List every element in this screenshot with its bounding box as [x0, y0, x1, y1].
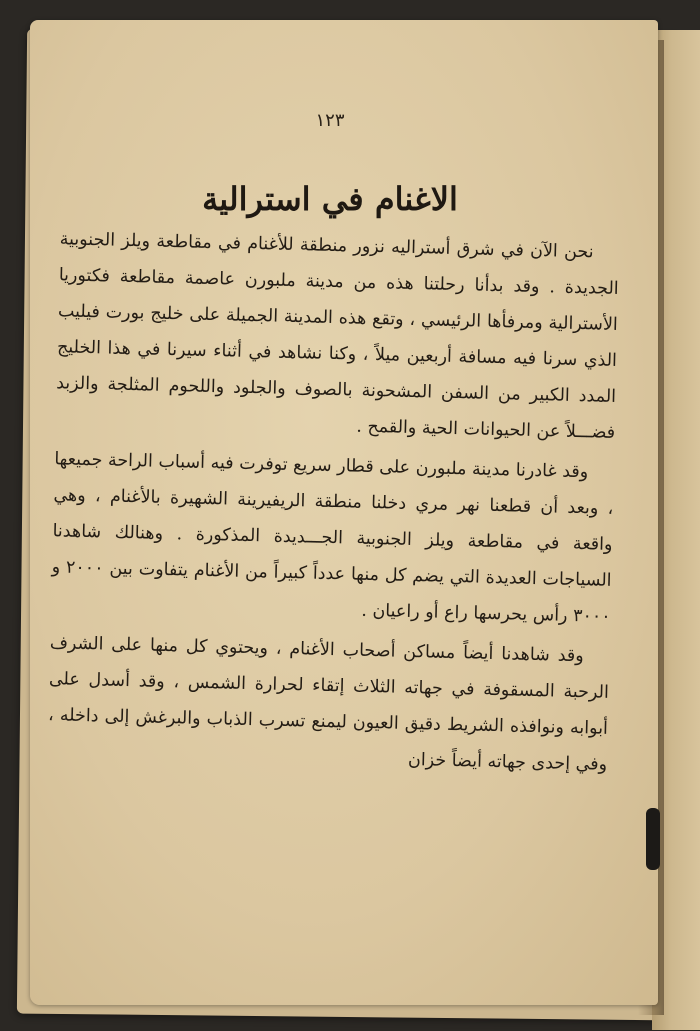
- book-page: [30, 20, 658, 1005]
- paragraph-1: نحن الآن في شرق أستراليه نزور منطقة للأغنام في مقاطعة ويلز الجنوبية الجديدة . وقد بدأنا رحلتنا هذه من مدينة ملبورن عاصمة مقاطعة فكتوريا الأسترالية ومرفأها الرئيسي ، وتقع هذه المدينة الجميلة على خليج بورت فيليب الذي سرنا فيه مسافة أربعين ميلاً ، وكنا نشاهد في أثناء سيرنا في هذا الخليج المدد الكبير من السفن المشحونة بالصوف والجلود واللحوم المثلجة والزبد فضـــلاً عن الحيوانات الحية والقمح .: [55, 229, 619, 443]
- paragraph-2: وقد غادرنا مدينة ملبورن على قطار سريع توفرت فيه أسباب الراحة جميعها ، وبعد أن قطعنا نهر مري دخلنا منطقة الريفيرينة الشهيرة بالأغنام ، وهي واقعة في مقاطعة ويلز الجنوبية الجـــديدة المذكورة . وهنالك شاهدنا السياجات العديدة التي يضم كل منها عدداً كبيراً من الأغنام يتفاوت بين ٢٠٠٠ و ٣٠٠٠ رأس يحرسها راع أو راعيان .: [51, 449, 614, 627]
- page-tear: [646, 808, 660, 870]
- paragraph-3: وقد شاهدنا أيضاً مساكن أصحاب الأغنام ، ويحتوي كل منها على الشرف الرحبة المسقوفة في جهاته الثلاث إتقاء لحرارة الشمس ، وقد أسدل على أبوابه ونوافذه الشريط دقيق العيون ليمنع تسرب الذباب والبرغش إلى داخله ، وفي إحدى جهاته أيضاً خزان: [47, 633, 610, 775]
- chapter-title: الاغنام في استرالية: [202, 180, 458, 218]
- body-text: [47, 221, 620, 783]
- page-number: ١٢٣: [315, 110, 345, 131]
